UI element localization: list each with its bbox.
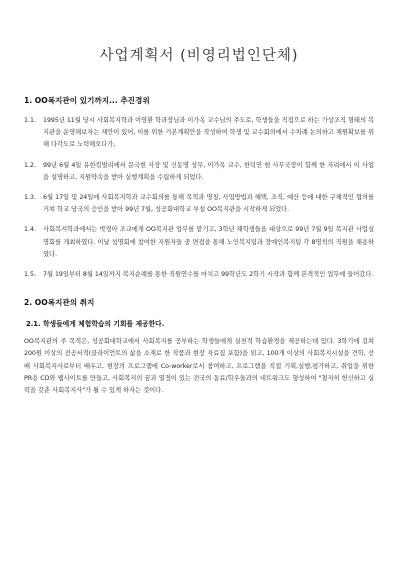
- section-1-heading: 1. OO복지관이 있기까지... 추진경위: [24, 96, 150, 105]
- item-text: 1995년 11월 당시 사회복지학과 이영환 학과장님과 이가옥 교수님의 주도로, 학생들을 직접으로 하는 가상조직 형태의 복지관을 운영해보자는 제안이 있어, 이를 위한 기본계획안을 작성하여 학생 및 교수회의에서 수차례 논의하고 재원확보를 위해 다각도로 노력해오다가,: [43, 117, 374, 149]
- item-number: 1.3.: [24, 194, 37, 202]
- item-text: 사회복지학과에서는 박경아 조교에게 OO복지관 업무를 맡기고, 3학년 재학생들을 대상으로 99년 7월 9일 복지관 사업설명회를 개최하였다. 이날 설명회에 참여한 지원자들 중 면접을 통해 노인복지팀과 장애인복지팀 각 8명씩의 직원을 채용하였다.: [43, 226, 374, 258]
- item-number: 1.5.: [24, 271, 37, 279]
- item-number: 1.4.: [24, 226, 37, 234]
- item-text: 6월 17일 및 24일에 사회복지학과 교수회의를 통해 목적과 명칭, 사업방법과 혜택, 조직, 예산 등에 대한 구체적인 협의를 거쳐 학교 당국의 승인을 받아 99년 7월, 성공회대학교 부설 OO복지관을 시작하게 되었다.: [43, 194, 374, 214]
- list-item: [24, 160, 374, 184]
- document-title: 사업계획서 (비영리법인단체): [99, 48, 299, 64]
- list-item: [24, 224, 374, 261]
- section-2-1-paragraph: OO복지관의 주 목적은, 성공회대학교에서 사회복지를 공부하는 학생들에게 실천적 학습환경을 제공하는데 있다. 3학기에 걸쳐 200원 이상의 전공서적(클라이언트의 삶을 소재로 한 작품과 현장 자료집 포함)을 읽고, 100개 이상의 사회복지시설을 견학, 선배 사회복지사로부터 배우고, 현장의 프로그램에 Co-worker로서 참여하고, 프로그램을 직접 기획,실행,평가하고, 취업을 위한 PR용 CD와 웹사이트를 만들고, 사회복지의 꿈과 열정이 있는 전국의 동료/학우들과의 네트워크도 형성하여 "철저히 헌신하고 실력을 갖춘 사회복지사"가 될 수 있게 하자는 것이다.: [24, 338, 374, 395]
- item-number: 1.1.: [24, 117, 37, 124]
- item-text: 99년 6월 4일 유한킴벌리에서 문국현 사장 및 신동명 상무, 이가옥 교수, 한덕연 현 사무국장이 함께 한 자리에서 이 사업을 설명하고, 지원약속을 받아 실행계획을 수립하게 되었다.: [43, 161, 374, 181]
- list-item: [24, 115, 374, 152]
- section-1-items: [24, 115, 374, 281]
- list-item: [24, 269, 374, 281]
- section-2-heading: 2. OO복지관의 취지: [24, 298, 95, 308]
- item-text: 7월 19일부터 8월 14일까지 복지순례를 통한 직원연수를 마치고 99학년도 2학기 시작과 함께 본격적인 업무에 들어갔다.: [43, 271, 374, 279]
- list-item: [24, 192, 374, 216]
- item-number: 1.2.: [24, 161, 37, 169]
- section-2-1-heading: 2.1. 학생들에게 체험학습의 기회를 제공한다.: [26, 320, 165, 329]
